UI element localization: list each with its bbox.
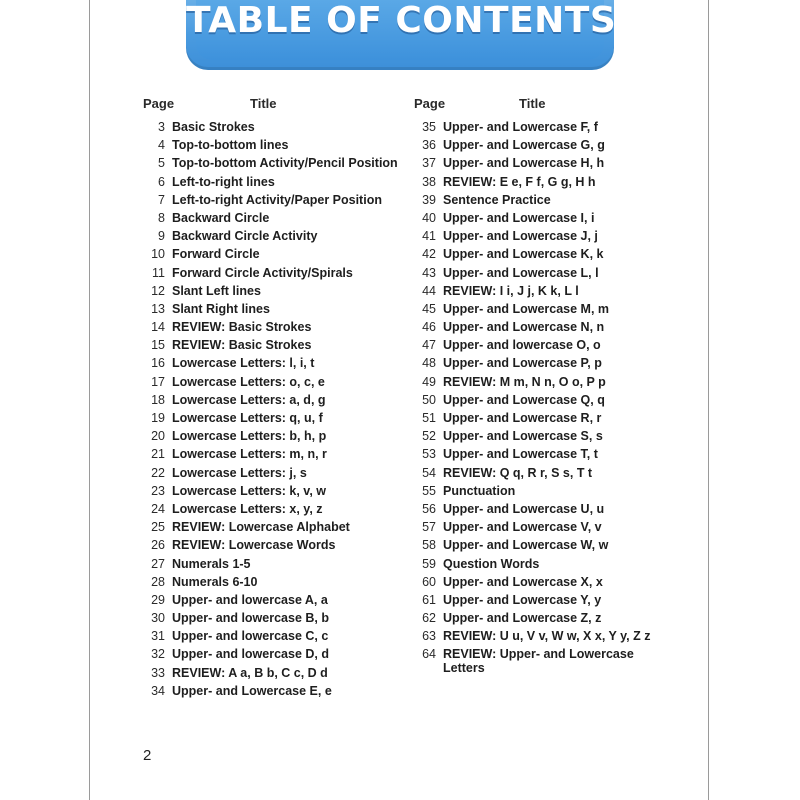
toc-entry-page: 39 — [422, 192, 436, 207]
toc-column-right — [411, 96, 671, 676]
toc-entry-title: Lowercase Letters: m, n, r — [172, 447, 327, 462]
toc-entry-title: REVIEW: Lowercase Words — [172, 538, 336, 553]
toc-entry — [411, 647, 671, 679]
toc-entry — [411, 411, 671, 429]
toc-entry-title: Upper- and lowercase O, o — [443, 338, 601, 353]
toc-entry — [140, 375, 390, 393]
toc-entry — [411, 302, 671, 320]
toc-entry — [140, 411, 390, 429]
toc-entry-title: Upper- and Lowercase Q, q — [443, 392, 605, 407]
toc-entry-title: Upper- and lowercase B, b — [172, 611, 329, 626]
toc-entry-title: Upper- and Lowercase I, i — [443, 210, 595, 225]
toc-entry-page: 16 — [151, 356, 165, 371]
toc-entry-page: 6 — [158, 174, 165, 189]
toc-entry-title: Upper- and Lowercase S, s — [443, 429, 603, 444]
toc-entry-title: Numerals 6-10 — [172, 574, 258, 589]
toc-entry — [140, 120, 390, 138]
toc-entry — [140, 647, 390, 665]
toc-entry-page: 12 — [151, 283, 165, 298]
toc-entry — [140, 466, 390, 484]
header-title: Title — [519, 96, 546, 111]
toc-entry-page: 42 — [422, 247, 436, 262]
page-number: 2 — [143, 747, 152, 764]
toc-entry-page: 58 — [422, 538, 436, 553]
toc-entry — [411, 611, 671, 629]
toc-entry — [140, 666, 390, 684]
title-banner — [186, 0, 617, 70]
toc-entry-title: Lowercase Letters: x, y, z — [172, 501, 323, 516]
toc-entry — [140, 266, 390, 284]
toc-entry — [140, 557, 390, 575]
toc-entry — [411, 138, 671, 156]
toc-entry-title: REVIEW: I i, J j, K k, L l — [443, 283, 579, 298]
toc-entry-page: 63 — [422, 629, 436, 644]
toc-entry — [140, 429, 390, 447]
toc-entry — [411, 156, 671, 174]
toc-entry — [411, 575, 671, 593]
toc-entry — [140, 193, 390, 211]
toc-entry — [411, 320, 671, 338]
toc-entry-page: 32 — [151, 647, 165, 662]
toc-entry — [411, 211, 671, 229]
toc-entry-title: REVIEW: A a, B b, C c, D d — [172, 665, 328, 680]
toc-entry — [140, 684, 390, 702]
toc-entry-page: 61 — [422, 592, 436, 607]
toc-entry-title: Lowercase Letters: l, i, t — [172, 356, 315, 371]
toc-entry-page: 62 — [422, 611, 436, 626]
toc-entry-title: Upper- and lowercase C, c — [172, 629, 329, 644]
toc-entry — [140, 302, 390, 320]
toc-entry-title: Forward Circle — [172, 247, 260, 262]
toc-entry — [411, 447, 671, 465]
toc-entry-title: Basic Strokes — [172, 120, 255, 134]
toc-entry-title: Slant Right lines — [172, 301, 270, 316]
toc-entry-title: Upper- and Lowercase F, f — [443, 120, 598, 134]
toc-entry — [140, 447, 390, 465]
toc-entry-title: Upper- and Lowercase Y, y — [443, 592, 602, 607]
toc-entry-page: 64 — [422, 647, 436, 662]
toc-entry-page: 22 — [151, 465, 165, 480]
toc-entry-title: Numerals 1-5 — [172, 556, 251, 571]
toc-entry — [140, 229, 390, 247]
toc-entry — [140, 284, 390, 302]
toc-entry-page: 53 — [422, 447, 436, 462]
toc-entry-title: Upper- and Lowercase Z, z — [443, 611, 602, 626]
toc-entry-title: Left-to-right Activity/Paper Position — [172, 192, 382, 207]
toc-entry-page: 13 — [151, 301, 165, 316]
toc-entry — [411, 629, 671, 647]
toc-entry — [411, 429, 671, 447]
toc-entry-title: Upper- and Lowercase V, v — [443, 520, 602, 535]
toc-entry-page: 18 — [151, 392, 165, 407]
toc-entry-page: 60 — [422, 574, 436, 589]
toc-entry — [140, 320, 390, 338]
column-header — [140, 96, 390, 116]
toc-entry — [140, 356, 390, 374]
toc-entry-title: REVIEW: Lowercase Alphabet — [172, 520, 350, 535]
toc-entry — [140, 175, 390, 193]
toc-entry-title: Lowercase Letters: o, c, e — [172, 374, 325, 389]
toc-entry-title: REVIEW: Upper- and Lowercase Letters — [443, 647, 634, 676]
toc-entry-title: Upper- and Lowercase H, h — [443, 156, 605, 171]
toc-entry-page: 23 — [151, 483, 165, 498]
toc-entry-title: Lowercase Letters: a, d, g — [172, 392, 326, 407]
toc-list-right — [411, 120, 671, 679]
toc-entry-page: 11 — [152, 265, 165, 280]
toc-entry — [140, 393, 390, 411]
toc-entry — [411, 284, 671, 302]
toc-entry-page: 3 — [158, 120, 165, 134]
toc-entry-title: Question Words — [443, 556, 540, 571]
toc-entry — [411, 538, 671, 556]
toc-entry-title: Lowercase Letters: q, u, f — [172, 411, 323, 425]
toc-entry-title: Punctuation — [443, 483, 516, 498]
toc-entry-page: 27 — [151, 556, 165, 571]
toc-entry-title: REVIEW: Q q, R r, S s, T t — [443, 465, 593, 480]
toc-entry-title: Upper- and Lowercase G, g — [443, 138, 605, 153]
toc-entry — [411, 193, 671, 211]
toc-entry-page: 15 — [151, 338, 165, 353]
toc-entry — [411, 484, 671, 502]
toc-entry-page: 25 — [151, 520, 165, 535]
toc-entry-page: 24 — [151, 501, 165, 516]
toc-entry-title: Upper- and Lowercase R, r — [443, 411, 602, 425]
toc-entry-page: 43 — [422, 265, 436, 280]
toc-entry-page: 37 — [422, 156, 436, 171]
toc-entry-title: Top-to-bottom lines — [172, 138, 289, 153]
toc-entry-title: REVIEW: E e, F f, G g, H h — [443, 174, 596, 189]
toc-entry-page: 5 — [158, 156, 165, 171]
header-title: Title — [250, 96, 277, 111]
toc-entry — [411, 593, 671, 611]
toc-entry-page: 10 — [151, 247, 165, 262]
toc-entry-title: Lowercase Letters: j, s — [172, 465, 307, 480]
toc-entry-title: Upper- and Lowercase W, w — [443, 538, 609, 553]
toc-entry — [411, 266, 671, 284]
toc-entry-title: REVIEW: Basic Strokes — [172, 338, 312, 353]
toc-entry-title: Backward Circle Activity — [172, 229, 318, 244]
toc-entry-title: Forward Circle Activity/Spirals — [172, 265, 353, 280]
toc-entry — [140, 611, 390, 629]
toc-entry — [411, 520, 671, 538]
toc-entry-title: Upper- and Lowercase X, x — [443, 574, 603, 589]
toc-entry-page: 45 — [422, 301, 436, 316]
toc-entry-page: 57 — [422, 520, 436, 535]
toc-entry-title: Upper- and Lowercase U, u — [443, 501, 605, 516]
toc-entry — [411, 502, 671, 520]
toc-entry — [140, 575, 390, 593]
toc-entry-title: Upper- and Lowercase L, l — [443, 265, 599, 280]
column-header — [411, 96, 671, 116]
toc-entry-title: Upper- and Lowercase N, n — [443, 320, 605, 335]
toc-entry-title: Left-to-right lines — [172, 174, 275, 189]
toc-entry — [411, 229, 671, 247]
toc-entry-title: Lowercase Letters: b, h, p — [172, 429, 327, 444]
toc-list-left — [140, 120, 398, 702]
toc-entry-page: 4 — [158, 138, 165, 153]
toc-entry-title: Upper- and Lowercase J, j — [443, 229, 598, 244]
toc-entry — [411, 375, 671, 393]
toc-entry-page: 30 — [151, 611, 165, 626]
toc-entry-page: 8 — [158, 210, 165, 225]
toc-entry-page: 21 — [151, 447, 165, 462]
toc-entry-page: 40 — [422, 210, 436, 225]
toc-entry-page: 7 — [158, 192, 165, 207]
toc-entry-title: Upper- and Lowercase T, t — [443, 447, 598, 462]
toc-entry-page: 29 — [151, 592, 165, 607]
toc-entry-page: 52 — [422, 429, 436, 444]
toc-entry-page: 56 — [422, 501, 436, 516]
page-title: TABLE OF CONTENTS — [186, 0, 617, 41]
toc-entry-page: 20 — [151, 429, 165, 444]
header-page: Page — [143, 96, 175, 111]
toc-entry-title: Sentence Practice — [443, 192, 551, 207]
toc-entry — [140, 138, 390, 156]
toc-entry — [411, 247, 671, 265]
toc-entry-title: Upper- and Lowercase E, e — [172, 683, 332, 698]
toc-entry — [411, 175, 671, 193]
toc-entry-title: Backward Circle — [172, 210, 270, 225]
toc-entry-page: 26 — [151, 538, 165, 553]
toc-entry-title: Upper- and lowercase A, a — [172, 592, 328, 607]
toc-entry-title: REVIEW: Basic Strokes — [172, 320, 312, 335]
toc-entry-page: 54 — [422, 465, 436, 480]
toc-entry-page: 14 — [151, 320, 165, 335]
toc-entry-page: 9 — [158, 229, 165, 244]
toc-entry-page: 49 — [422, 374, 436, 389]
toc-entry-page: 34 — [151, 683, 165, 698]
toc-entry-page: 55 — [422, 483, 436, 498]
toc-entry — [140, 502, 390, 520]
toc-entry-page: 46 — [422, 320, 436, 335]
toc-entry — [411, 466, 671, 484]
toc-entry-title: Upper- and Lowercase M, m — [443, 301, 610, 316]
toc-entry-page: 17 — [151, 374, 165, 389]
toc-entry-page: 33 — [151, 665, 165, 680]
toc-entry-title: REVIEW: M m, N n, O o, P p — [443, 374, 606, 389]
toc-entry-page: 19 — [151, 411, 165, 425]
toc-entry — [411, 338, 671, 356]
toc-entry-page: 35 — [422, 120, 436, 134]
toc-entry-page: 47 — [422, 338, 436, 353]
toc-entry — [140, 338, 390, 356]
toc-entry-page: 38 — [422, 174, 436, 189]
toc-entry-title: Top-to-bottom Activity/Pencil Position — [172, 156, 398, 171]
toc-entry — [140, 629, 390, 647]
toc-entry — [411, 393, 671, 411]
toc-entry-page: 59 — [422, 556, 436, 571]
toc-entry-title: REVIEW: U u, V v, W w, X x, Y y, Z z — [443, 629, 651, 644]
toc-entry-page: 36 — [422, 138, 436, 153]
toc-entry-title: Upper- and Lowercase K, k — [443, 247, 604, 262]
header-page: Page — [414, 96, 446, 111]
toc-entry — [140, 247, 390, 265]
toc-entry-title: Slant Left lines — [172, 283, 261, 298]
toc-entry — [140, 538, 390, 556]
toc-entry-page: 50 — [422, 392, 436, 407]
toc-entry — [411, 557, 671, 575]
toc-entry-page: 48 — [422, 356, 436, 371]
toc-entry — [140, 211, 390, 229]
toc-entry-page: 44 — [422, 283, 436, 298]
toc-entry-title: Upper- and lowercase D, d — [172, 647, 329, 662]
toc-entry — [140, 156, 398, 174]
toc-entry — [140, 593, 390, 611]
toc-entry — [140, 484, 390, 502]
toc-entry-page: 31 — [151, 629, 165, 644]
toc-entry-page: 28 — [151, 574, 165, 589]
toc-entry-page: 41 — [422, 229, 436, 244]
toc-entry-page: 51 — [422, 411, 436, 425]
toc-column-left — [140, 96, 398, 698]
toc-entry-title: Lowercase Letters: k, v, w — [172, 483, 326, 498]
toc-entry — [411, 356, 671, 374]
toc-entry — [411, 120, 671, 138]
toc-entry-title: Upper- and Lowercase P, p — [443, 356, 602, 371]
toc-entry — [140, 520, 390, 538]
